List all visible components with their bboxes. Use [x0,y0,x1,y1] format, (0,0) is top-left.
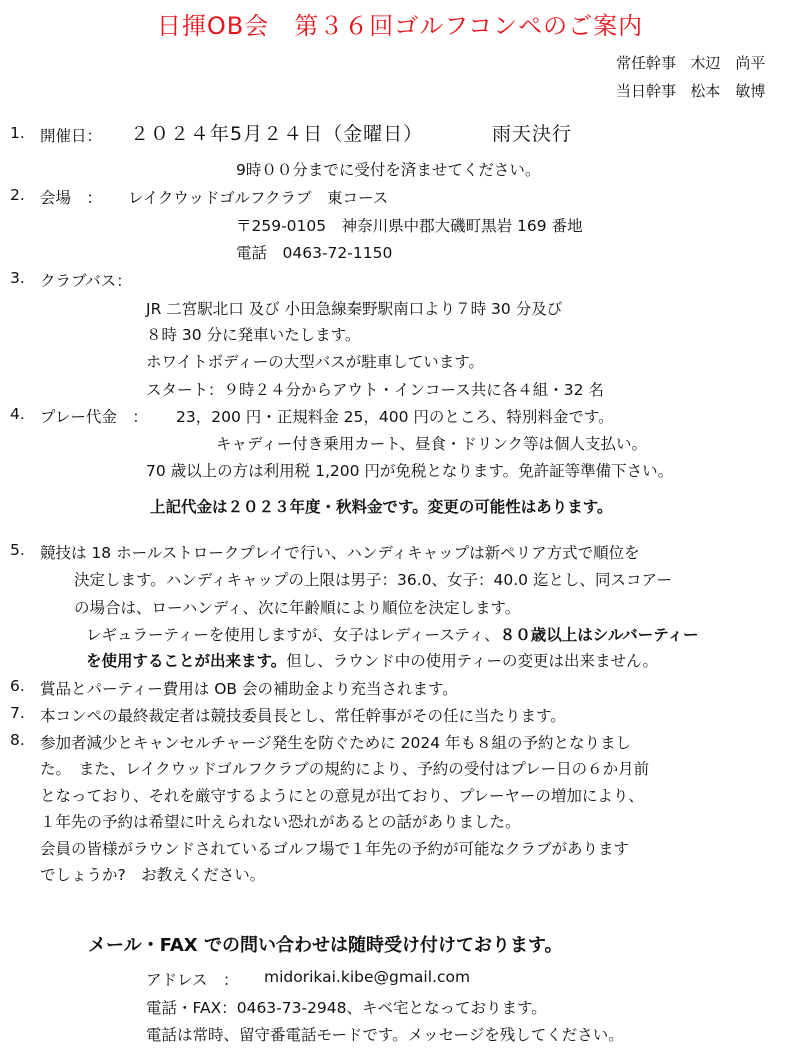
reservation-line: となっており、それを厳守するようにとの意見が出ており、プレーヤーの増加により、 [40,787,644,805]
weather-note: 雨天決行 [492,123,573,145]
signatory-role: 常任幹事 [616,54,677,72]
fee-note: キャディー付き乗用カート、昼食・ドリンク等は個人支払い。 [216,435,648,453]
section-number: 8. [10,731,25,749]
reservation-line: た。 また、レイクウッドゴルフクラブの規約により、予約の受付はプレー日の６か月前 [40,760,650,778]
contact-heading: メール・FAX での問い合わせは随時受け付けております。 [88,935,563,956]
email-label: アドレス ： [146,971,239,989]
rules-text: 但し、ラウンド中の使用ティーの変更は出来ません。 [286,652,658,670]
rules-tee-line [86,649,658,671]
bus-line: スタート：９時２４分からアウト・インコース共に各４組・32 名 [146,381,604,399]
venue-phone: 電話 0463-72-1150 [236,244,393,262]
reservation-line: １年先の予約は希望に叶えられない恐れがあるとの話がありました。 [40,813,521,831]
bus-line: ８時 30 分に発車いたします。 [146,326,361,344]
section-number: 4. [10,405,25,423]
section-number: 1. [10,124,25,142]
rules-tee-line [86,623,699,645]
venue-address: 〒259-0105 神奈川県中郡大磯町黒岩 169 番地 [236,217,583,235]
reservation-line: 会員の皆様がラウンドされているゴルフ場で１年先の予約が可能なクラブがあります [40,840,630,858]
section-number: 6. [10,677,25,695]
date-label: 開催日： [40,127,103,145]
signatory-1 [616,52,765,73]
bus-line: JR 二宮駅北口 及び 小田急線秦野駅南口より７時 30 分及び [146,300,563,318]
prizes-text: 賞品とパーティー費用は OB 会の補助金より充当されます。 [40,680,458,698]
phone-fax: 電話・FAX：0463-73-2948、キベ宅となっております。 [146,999,547,1017]
event-date: ２０２４年5月２４日（金曜日） [130,123,424,145]
rules-line: の場合は、ローハンディ、次に年齢順により順位を決定します。 [74,599,521,617]
section-number: 5. [10,541,25,559]
signatory-2 [616,80,765,101]
section-number: 2. [10,186,25,204]
fee-amount: 23，200 円・正規料金 25，400 円のところ、特別料金です。 [176,408,614,426]
page-title: 日揮OB会 第３６回ゴルフコンペのご案内 [156,12,644,40]
reservation-line: でしょうか? お教えください。 [40,866,266,884]
venue-name: レイクウッドゴルフクラブ 東コース [128,189,389,207]
signatory-name: 松本 敏博 [690,82,766,100]
rules-line: 競技は 18 ホールストロークプレイで行い、ハンディキャップは新ペリア方式で順位を [40,544,640,562]
rules-text: レギュラーティーを使用しますが、女子はレディースティ、 [86,626,500,644]
rules-emphasis: ８０歳以上はシルバーティー [499,626,699,644]
rules-emphasis: を使用することが出来ます。 [86,652,287,670]
reservation-line: 参加者減少とキャンセルチャージ発生を防ぐために 2024 年も８組の予約となりまし [40,734,632,752]
arbiter-text: 本コンペの最終裁定者は競技委員長とし、常任幹事がその任に当たります。 [40,707,566,725]
fee-label: プレー代金 ： [40,408,148,426]
rules-line: 決定します。ハンディキャップの上限は男子：36.0、女子：40.0 迄とし、同スコアー [74,571,673,589]
signatory-role: 当日幹事 [616,82,677,100]
venue-label: 会場 ： [40,189,103,207]
reception-note: 9時００分までに受付を済ませてください。 [236,161,541,179]
fee-notice: 上記代金は２０２３年度・秋料金です。変更の可能性はあります。 [150,498,613,516]
fee-tax-note: 70 歳以上の方は利用税 1,200 円が免税となります。免許証等準備下さい。 [146,462,674,480]
signatory-name: 木辺 尚平 [690,54,766,72]
section-number: 7. [10,704,25,722]
email-link[interactable]: midorikai.kibe@gmail.com [264,968,471,986]
bus-label: クラブバス： [40,272,132,290]
answering-note: 電話は常時、留守番電話モードです。メッセージを残してください。 [146,1026,624,1044]
section-number: 3. [10,269,25,287]
bus-line: ホワイトボディーの大型バスが駐車しています。 [146,353,485,371]
